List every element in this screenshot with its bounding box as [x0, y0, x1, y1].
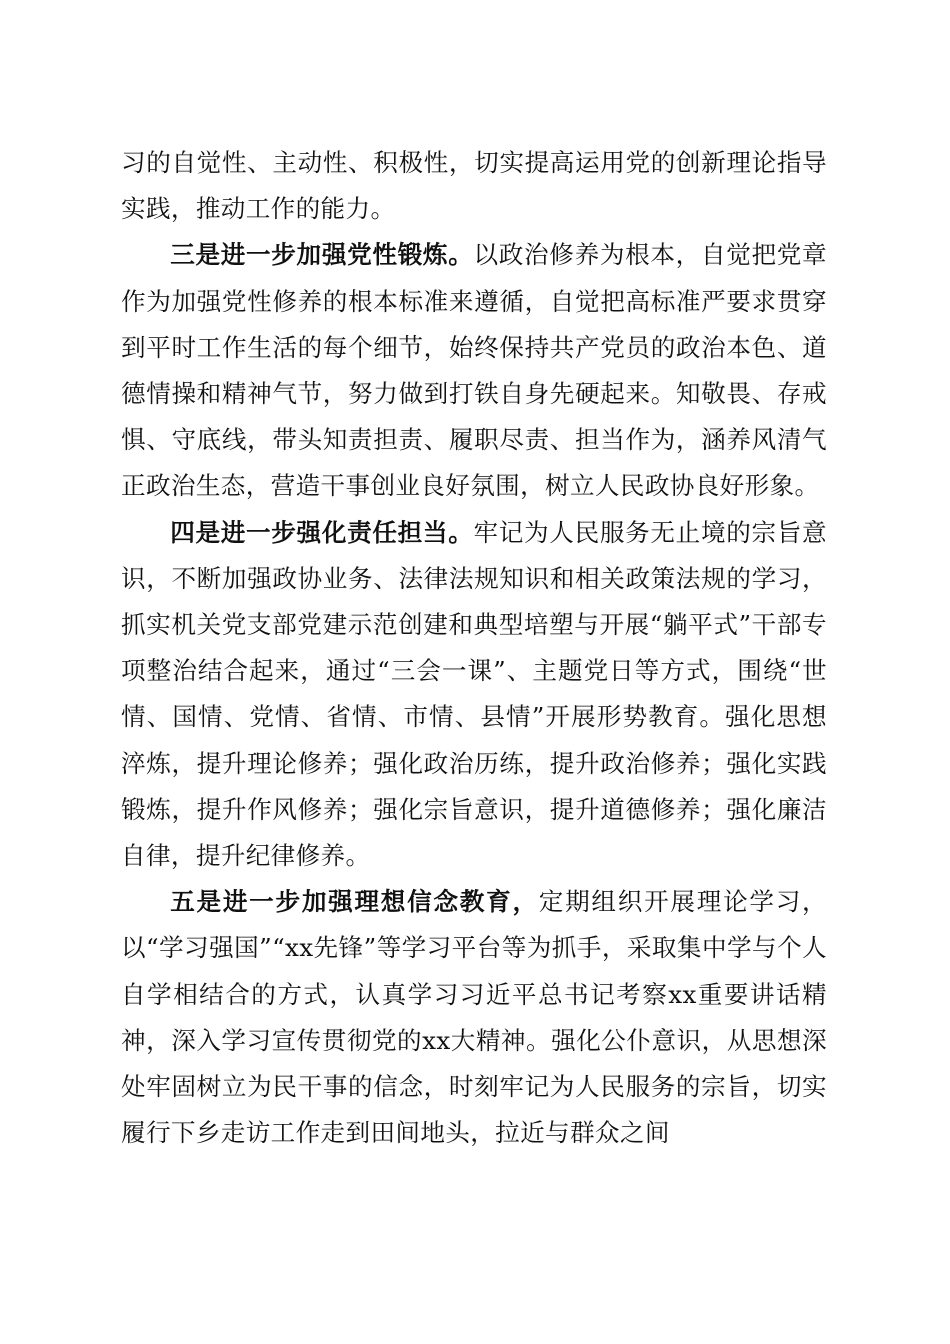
paragraph-text: 牢记为人民服务无止境的宗旨意识，不断加强政协业务、法律法规知识和相关政策法规的学习，抓实机关党支部党建示范创建和典型培塑与开展“躺平式”干部专项整治结合起来，通过“三会一课”、主题党日等方式，围绕“世情、国情、党情、省情、市情、县情”开展形势教育。强化思想淬炼，提升理论修养；强化政治历练，提升政治修养；强化实践锻炼，提升作风修养；强化宗旨意识，提升道德修养；强化廉洁自律，提升纪律修养。 — [121, 517, 827, 871]
paragraph-heading: 三是进一步加强党性锻炼。 — [170, 240, 474, 270]
paragraph-text: 定期组织开展理论学习，以“学习强国”“xx先锋”等学习平台等为抓手，采取集中学与个人自学相结合的方式，认真学习习近平总书记考察xx重要讲话精神，深入学习宣传贯彻党的xx大精神。强化公仆意识，从思想深处牢固树立为民干事的信念，时刻牢记为人民服务的宗旨，切实履行下乡走访工作走到田间地头，拉近与群众之间 — [121, 887, 827, 1148]
paragraph-responsibility — [121, 510, 827, 880]
paragraph-text: 以政治修养为根本，自觉把党章作为加强党性修养的根本标准来遵循，自觉把高标准严要求贯穿到平时工作生活的每个细节，始终保持共产党员的政治本色、道德情操和精神气节，努力做到打铁自身先硬起来。知敬畏、存戒惧、守底线，带头知责担责、履职尽责、担当作为，涵养风清气正政治生态，营造干事创业良好氛围，树立人民政协良好形象。 — [121, 240, 827, 501]
paragraph-heading: 五是进一步加强理想信念教育， — [170, 887, 539, 917]
paragraph-continuation — [121, 140, 827, 232]
document-body — [121, 140, 827, 1156]
paragraph-ideals-education — [121, 879, 827, 1156]
paragraph-heading: 四是进一步强化责任担当。 — [170, 517, 474, 547]
paragraph-text: 习的自觉性、主动性、积极性，切实提高运用党的创新理论指导实践，推动工作的能力。 — [121, 148, 827, 224]
paragraph-party-spirit — [121, 232, 827, 509]
